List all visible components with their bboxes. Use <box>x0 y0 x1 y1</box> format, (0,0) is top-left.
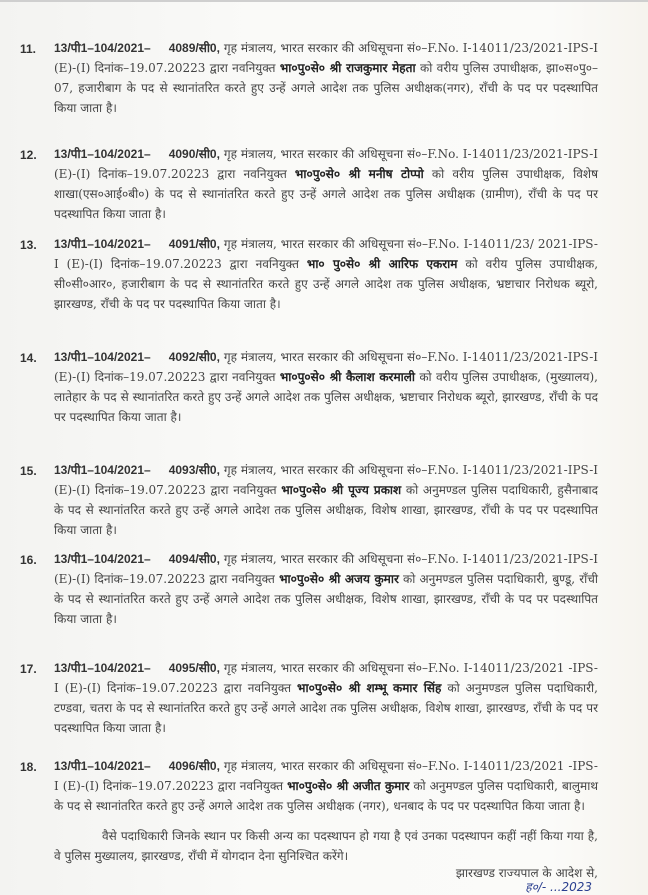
memo-no: 4094/सी0, <box>168 552 220 566</box>
item-text <box>54 658 598 738</box>
item-pre-text: गृह मंत्रालय, भारत सरकार की अधिसूचना सं०–F.No. I-14011/23/2021-IPS-I (E)-(I) दिनांक–19.07.20223 द्वारा नवनियुक्त <box>54 350 598 384</box>
officer-name: भा०पु०से० श्री पूज्य प्रकाश <box>281 483 402 497</box>
memo-no: 4089/सी0, <box>168 41 220 55</box>
officer-name: भा०पु०से० श्री राजकुमार मेहता <box>279 61 416 75</box>
memo-ref: 13/पी1–104/2021– <box>54 759 151 773</box>
item-pre-text: गृह मंत्रालय, भारत सरकार की अधिसूचना सं०–F.No. I-14011/23/2021-IPS-I (E)-(I) दिनांक–19.07.20223 द्वारा नवनियुक्त <box>54 41 598 75</box>
item-pre-text: गृह मंत्रालय, भारत सरकार की अधिसूचना सं०–F.No. I-14011/23/ 2021-IPS-I (E)-(I) दिनांक–19.07.20223 द्वारा नवनियुक्त <box>54 237 598 271</box>
item-pre-text: गृह मंत्रालय, भारत सरकार की अधिसूचना सं०–F.No. I-14011/23/2021 -IPS-I (E)-(I) दिनांक–19.07.20223 द्वारा नवनियुक्त <box>54 759 598 793</box>
item-number: 16. <box>20 553 37 567</box>
officer-name: भा०पु०से० श्री अजय कुमार <box>279 572 399 586</box>
item-number: 12. <box>20 148 37 162</box>
memo-ref: 13/पी1–104/2021– <box>54 147 151 161</box>
item-text <box>54 460 598 540</box>
item-post-text: को अनुमण्डल पुलिस पदाधिकारी, बुण्डू, राँची के पद से स्थानांतरित करते हुए उन्हें अगले आदेश तक पुलिस अधीक्षक, विशेष शाखा, झारखण्ड, राँची के पद पर पदस्थापित किया जाता है। <box>54 572 598 626</box>
item-pre-text: गृह मंत्रालय, भारत सरकार की अधिसूचना सं०–F.No. I-14011/23/2021 -IPS-I (E)-(I) दिनांक–19.07.20223 द्वारा नवनियुक्त <box>54 661 598 695</box>
memo-no: 4091/सी0, <box>168 237 220 251</box>
item-number: 17. <box>20 662 37 676</box>
governor-order-line: झारखण्ड राज्यपाल के आदेश से, <box>455 866 598 880</box>
item-number: 14. <box>20 351 37 365</box>
item-post-text: को वरीय पुलिस उपाधीक्षक, विशेष शाखा(एस०आई०बी०) के पद से स्थानांतरित करते हुए उन्हें अगले आदेश तक पुलिस अधीक्षक (ग्रामीण), राँची के पद पर पदस्थापित किया जाता है। <box>54 167 599 221</box>
memo-ref: 13/पी1–104/2021– <box>54 661 151 675</box>
item-post-text: को वरीय पुलिस उपाधीक्षक, झा०स०पु०–07, हजारीबाग के पद से स्थानांतरित करते हुए उन्हें अगले आदेश तक पुलिस अधीक्षक(नगर), राँची के पद पर पदस्थापित किया जाता है। <box>54 61 599 115</box>
memo-ref: 13/पी1–104/2021– <box>54 41 151 55</box>
item-number: 18. <box>20 760 37 774</box>
item-text <box>54 234 598 314</box>
item-pre-text: गृह मंत्रालय, भारत सरकार की अधिसूचना सं०–F.No. I-14011/23/2021-IPS-I (E)-(I) दिनांक–19.07.20223 द्वारा नवनियुक्त <box>54 463 598 497</box>
item-number: 13. <box>20 238 37 252</box>
memo-ref: 13/पी1–104/2021– <box>54 350 151 364</box>
memo-no: 4096/सी0, <box>168 759 220 773</box>
memo-no: 4093/सी0, <box>168 463 220 477</box>
item-number: 11. <box>20 42 37 56</box>
item-pre-text: गृह मंत्रालय, भारत सरकार की अधिसूचना सं०–F.No. I-14011/23/2021-IPS-I (E)-(I) दिनांक–19.07.20223 द्वारा नवनियुक्त <box>54 552 598 586</box>
memo-no: 4090/सी0, <box>168 147 220 161</box>
memo-ref: 13/पी1–104/2021– <box>54 237 151 251</box>
handwritten-signature: ह०/- ...2023 <box>525 880 592 894</box>
memo-ref: 13/पी1–104/2021– <box>54 463 151 477</box>
item-text <box>54 144 598 224</box>
item-post-text: को अनुमण्डल पुलिस पदाधिकारी, बालुमाथ के पद से स्थानांतरित करते हुए उन्हें अगले आदेश तक पुलिस अधीक्षक (नगर), धनबाद के पद पर पदस्थापित किया जाता है। <box>54 779 598 813</box>
officer-name: भा० पु०से० श्री आरिफ एकराम <box>306 257 458 271</box>
item-post-text: को अनुमण्डल पुलिस पदाधिकारी, हुसैनाबाद के पद से स्थानांतरित करते हुए उन्हें अगले आदेश तक पुलिस अधीक्षक, विशेष शाखा, झारखण्ड, राँची के पद पर पदस्थापित किया जाता है। <box>54 483 598 537</box>
item-text <box>54 756 598 816</box>
item-post-text: को अनुमण्डल पुलिस पदाधिकारी, टण्डवा, चतरा के पद से स्थानांतरित करते हुए उन्हें अगले आदेश तक पुलिस अधीक्षक, विशेष शाखा, झारखण्ड, राँची के पद पर पदस्थापित किया जाता है। <box>54 681 598 735</box>
item-text <box>54 38 598 118</box>
officer-name: भा०पु०से० श्री अजीत कुमार <box>287 779 410 793</box>
officer-name: भा०पु०से० श्री कैलाश करमाली <box>279 370 415 384</box>
item-post-text: को वरीय पुलिस उपाधीक्षक, (मुख्यालय), लातेहार के पद से स्थानांतरित करते हुए उन्हें अगले आदेश तक पुलिस अधीक्षक, भ्रष्टाचार निरोधक ब्यूरो, झारखण्ड, राँची के पद पर पदस्थापित किया जाता है। <box>54 370 599 424</box>
officer-name: भा०पु०से० श्री शम्भू कमार सिंह <box>297 681 442 695</box>
memo-no: 4092/सी0, <box>168 350 220 364</box>
memo-ref: 13/पी1–104/2021– <box>54 552 151 566</box>
item-post-text: को वरीय पुलिस उपाधीक्षक, सी०सी०आर०, हजारीबाग के पद से स्थानांतरित करते हुए उन्हें अगले आदेश तक पुलिस अधीक्षक, भ्रष्टाचार निरोधक ब्यूरो, झारखण्ड, राँची के पद पर पदस्थापित किया जाता है। <box>54 257 599 311</box>
officer-name: भा०पु०से० श्री मनीष टोप्पो <box>294 167 424 181</box>
memo-no: 4095/सी0, <box>168 661 220 675</box>
footer-note: वैसे पदाधिकारी जिनके स्थान पर किसी अन्य का पदस्थापन हो गया है एवं उनका पदस्थापन कहीं नहीं किया गया है, वे पुलिस मुख्यालय, झारखण्ड, राँची में योगदान देना सुनिश्चित करेंगे। <box>54 829 598 863</box>
item-text <box>54 347 598 427</box>
item-number: 15. <box>20 464 37 478</box>
item-text <box>54 549 598 629</box>
item-pre-text: गृह मंत्रालय, भारत सरकार की अधिसूचना सं०–F.No. I-14011/23/2021-IPS-I (E)-(I) दिनांक–19.07.20223 द्वारा नवनियुक्त <box>54 147 598 181</box>
